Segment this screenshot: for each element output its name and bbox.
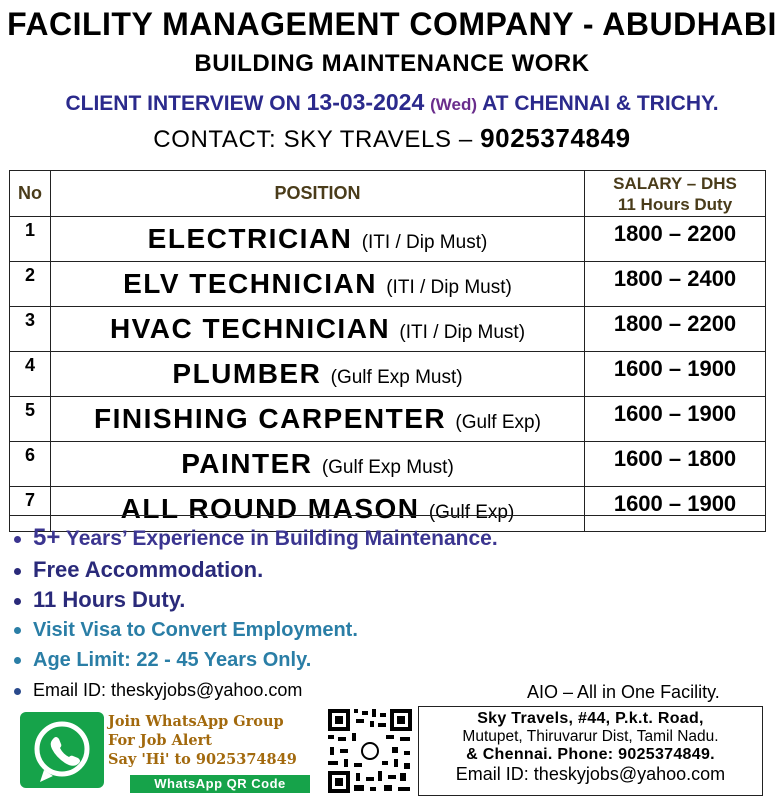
aio-note: AIO – All in One Facility. bbox=[527, 682, 720, 702]
row-position bbox=[51, 217, 585, 262]
row-number: 1 bbox=[10, 217, 51, 262]
bullet-dot-icon bbox=[14, 688, 21, 695]
row-salary: 1800 – 2200 bbox=[585, 217, 766, 262]
bullet-text: 11 Hours Duty. bbox=[33, 587, 186, 612]
row-number: 5 bbox=[10, 397, 51, 442]
contact-number: 9025374849 bbox=[480, 123, 631, 153]
row-number: 6 bbox=[10, 442, 51, 487]
positions-table bbox=[9, 170, 766, 532]
position-title: FINISHING CARPENTER bbox=[94, 403, 447, 434]
row-salary: 1800 – 2200 bbox=[585, 307, 766, 352]
col-no-header: No bbox=[10, 171, 51, 217]
table-row bbox=[10, 397, 766, 442]
whatsapp-line2: For Job Alert bbox=[108, 732, 212, 749]
row-number: 4 bbox=[10, 352, 51, 397]
position-note: (Gulf Exp) bbox=[455, 412, 541, 433]
page-title: FACILITY MANAGEMENT COMPANY - ABUDHABI bbox=[7, 6, 777, 42]
position-title: ELECTRICIAN bbox=[147, 223, 353, 254]
bullet-text: Age Limit: 22 - 45 Years Only. bbox=[33, 649, 312, 671]
row-number: 2 bbox=[10, 262, 51, 307]
whatsapp-qr-label: WhatsApp QR Code bbox=[130, 775, 310, 793]
address-box bbox=[418, 706, 763, 796]
position-title: ALL ROUND MASON bbox=[120, 493, 420, 524]
row-salary: 1600 – 1800 bbox=[585, 442, 766, 487]
row-position bbox=[51, 442, 585, 487]
whatsapp-icon bbox=[20, 712, 104, 788]
row-salary: 1600 – 1900 bbox=[585, 397, 766, 442]
col-salary-header bbox=[585, 171, 766, 217]
position-title: PLUMBER bbox=[172, 358, 322, 389]
interview-date: 13-03-2024 bbox=[306, 89, 425, 115]
email-text: Email ID: theskyjobs@yahoo.com bbox=[33, 680, 303, 700]
bullet-accommodation bbox=[14, 557, 263, 583]
position-note: (ITI / Dip Must) bbox=[386, 277, 512, 298]
bullet-email bbox=[14, 680, 302, 701]
table-row bbox=[10, 307, 766, 352]
row-position bbox=[51, 352, 585, 397]
row-position bbox=[51, 262, 585, 307]
address-line2: Mutupet, Thiruvarur Dist, Tamil Nadu. bbox=[462, 728, 719, 745]
table-header-row bbox=[10, 171, 766, 217]
row-number: 7 bbox=[10, 487, 51, 532]
col-position-header: POSITION bbox=[51, 171, 585, 217]
row-salary: 1600 – 1900 bbox=[585, 352, 766, 397]
bullet-text: Visit Visa to Convert Employment. bbox=[33, 619, 358, 641]
interview-line bbox=[0, 89, 784, 116]
bullet-dot-icon bbox=[14, 598, 21, 605]
position-note: (Gulf Exp) bbox=[428, 502, 515, 523]
bullet-experience bbox=[14, 524, 498, 552]
interview-day: (Wed) bbox=[430, 95, 478, 114]
experience-years: 5+ bbox=[33, 524, 61, 551]
row-position bbox=[51, 307, 585, 352]
row-salary: 1600 – 1900 bbox=[585, 487, 766, 532]
row-number: 3 bbox=[10, 307, 51, 352]
position-note: (ITI / Dip Must) bbox=[399, 322, 526, 343]
bullet-dot-icon bbox=[14, 568, 21, 575]
table-row bbox=[10, 262, 766, 307]
bullet-age-limit bbox=[14, 649, 311, 672]
row-position bbox=[51, 397, 585, 442]
bullet-dot-icon bbox=[14, 657, 21, 664]
position-title: HVAC TECHNICIAN bbox=[109, 313, 391, 344]
divider bbox=[9, 515, 766, 516]
table-row bbox=[10, 217, 766, 262]
bullet-visa bbox=[14, 619, 358, 642]
interview-prefix: CLIENT INTERVIEW ON bbox=[65, 92, 301, 115]
whatsapp-line1: Join WhatsApp Group bbox=[108, 713, 284, 730]
position-note: (Gulf Exp Must) bbox=[330, 367, 463, 388]
contact-line bbox=[0, 123, 784, 154]
col-salary-line1: SALARY – DHS bbox=[613, 173, 737, 193]
experience-text: Years’ Experience in Building Maintenance. bbox=[65, 527, 498, 550]
bullet-dot-icon bbox=[14, 627, 21, 634]
qr-code-icon[interactable] bbox=[326, 707, 414, 795]
page-subtitle: BUILDING MAINTENANCE WORK bbox=[194, 50, 590, 77]
bullet-duty bbox=[14, 587, 185, 613]
position-note: (ITI / Dip Must) bbox=[361, 232, 488, 253]
whatsapp-line3: Say 'Hi' to 9025374849 bbox=[108, 751, 297, 768]
table-row bbox=[10, 442, 766, 487]
bullet-text: Free Accommodation. bbox=[33, 557, 264, 582]
position-title: PAINTER bbox=[181, 448, 313, 479]
address-line4: Email ID: theskyjobs@yahoo.com bbox=[455, 764, 726, 784]
contact-label: CONTACT: SKY TRAVELS – bbox=[153, 126, 473, 153]
address-line3: & Chennai. Phone: 9025374849. bbox=[466, 746, 715, 763]
row-salary: 1800 – 2400 bbox=[585, 262, 766, 307]
address-line1: Sky Travels, #44, P.k.t. Road, bbox=[477, 710, 704, 727]
position-note: (Gulf Exp Must) bbox=[321, 457, 454, 478]
bullet-dot-icon bbox=[14, 536, 21, 543]
col-salary-line2: 11 Hours Duty bbox=[617, 194, 733, 214]
interview-suffix: AT CHENNAI & TRICHY. bbox=[482, 92, 719, 115]
position-title: ELV TECHNICIAN bbox=[123, 268, 377, 299]
whatsapp-text bbox=[108, 712, 297, 769]
table-row bbox=[10, 352, 766, 397]
